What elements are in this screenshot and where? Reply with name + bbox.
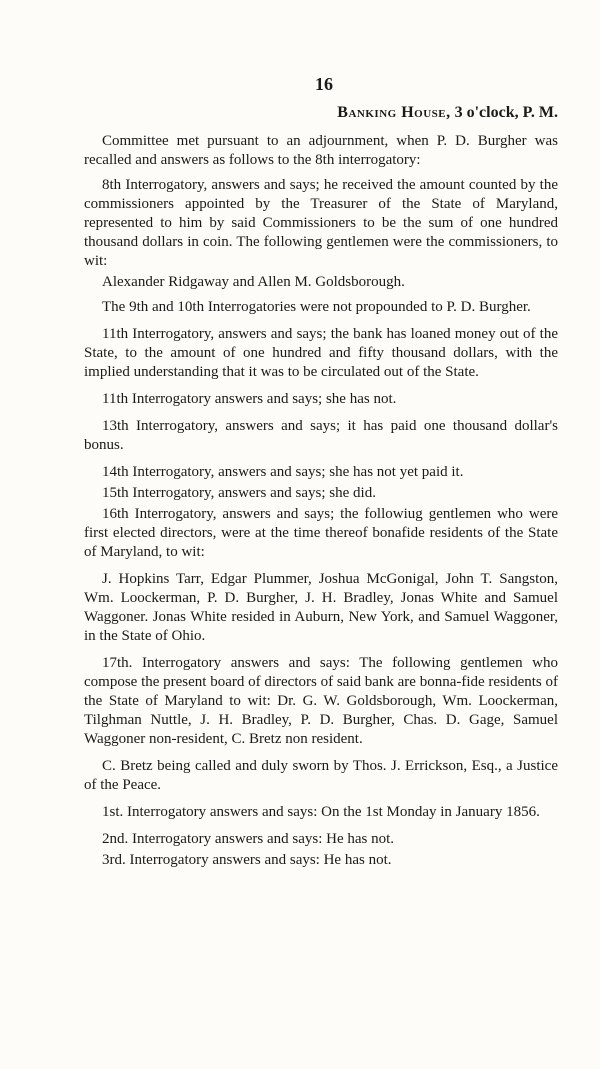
paragraph-commissioners-names: Alexander Ridgaway and Allen M. Goldsborough. (102, 274, 405, 290)
session-heading (84, 102, 558, 124)
paragraph-committee-met: Committee met pursuant to an adjournment, when P. D. Burgher was recalled and answers as follows to the 8th interrogatory: (84, 133, 558, 168)
document-page (84, 72, 558, 872)
paragraph-2nd-interrogatory: 2nd. Interrogatory answers and says: He has not. (102, 831, 395, 847)
paragraph-11th-interrogatory-loans: 11th Interrogatory, answers and says; the bank has loaned money out of the State, to the amount of one hundred and fifty thousand dollars, with the implied understanding that it was to be circulated out of the State. (84, 326, 558, 380)
page-number: 16 (315, 74, 333, 94)
paragraph-13th-interrogatory: 13th Interrogatory, answers and says; it has paid one thousand dollar's bonus. (84, 418, 558, 453)
paragraph-8th-interrogatory: 8th Interrogatory, answers and says; he received the amount counted by the commissioners appointed by the Treasurer of the State of Maryland, represented to him by said Commissioners to be the sum of one hundred thousand dollars in coin. The following gentlemen were the commissioners, to wit: (84, 177, 558, 269)
paragraph-9th-10th-interrogatories: The 9th and 10th Interrogatories were not propounded to P. D. Burgher. (102, 299, 531, 315)
paragraph-bretz-sworn: C. Bretz being called and duly sworn by Thos. J. Errickson, Esq., a Justice of the Peace. (84, 758, 558, 793)
paragraph-15th-interrogatory: 15th Interrogatory, answers and says; she did. (102, 485, 376, 501)
paragraph-directors-list: J. Hopkins Tarr, Edgar Plummer, Joshua McGonigal, John T. Sangston, Wm. Loockerman, P. D. Burgher, J. H. Bradley, Jonas White and Samuel Waggoner. Jonas White resided in Auburn, New York, and Samuel Waggoner, in the State of Ohio. (84, 571, 558, 644)
heading-place: Banking House, (337, 104, 451, 121)
paragraph-1st-interrogatory: 1st. Interrogatory answers and says: On the 1st Monday in January 1856. (102, 804, 540, 820)
paragraph-3rd-interrogatory: 3rd. Interrogatory answers and says: He has not. (102, 852, 392, 868)
heading-time: 3 o'clock, P. M. (450, 104, 558, 121)
paragraph-14th-interrogatory: 14th Interrogatory, answers and says; she has not yet paid it. (102, 464, 464, 480)
paragraph-11th-interrogatory-short: 11th Interrogatory answers and says; she has not. (102, 391, 397, 407)
paragraph-17th-interrogatory: 17th. Interrogatory answers and says: The following gentlemen who compose the present board of directors of said bank are bonna-fide residents of the State of Maryland to wit: Dr. G. W. Goldsborough, Wm. Loockerman, Tilghman Nuttle, J. H. Bradley, P. D. Burgher, Chas. D. Gage, Samuel Waggoner non-resident, C. Bretz non resident. (84, 655, 559, 747)
paragraph-16th-interrogatory: 16th Interrogatory, answers and says; the followiug gentlemen who were first elected directors, were at the time thereof bonafide residents of the State of Maryland, to wit: (84, 506, 558, 560)
